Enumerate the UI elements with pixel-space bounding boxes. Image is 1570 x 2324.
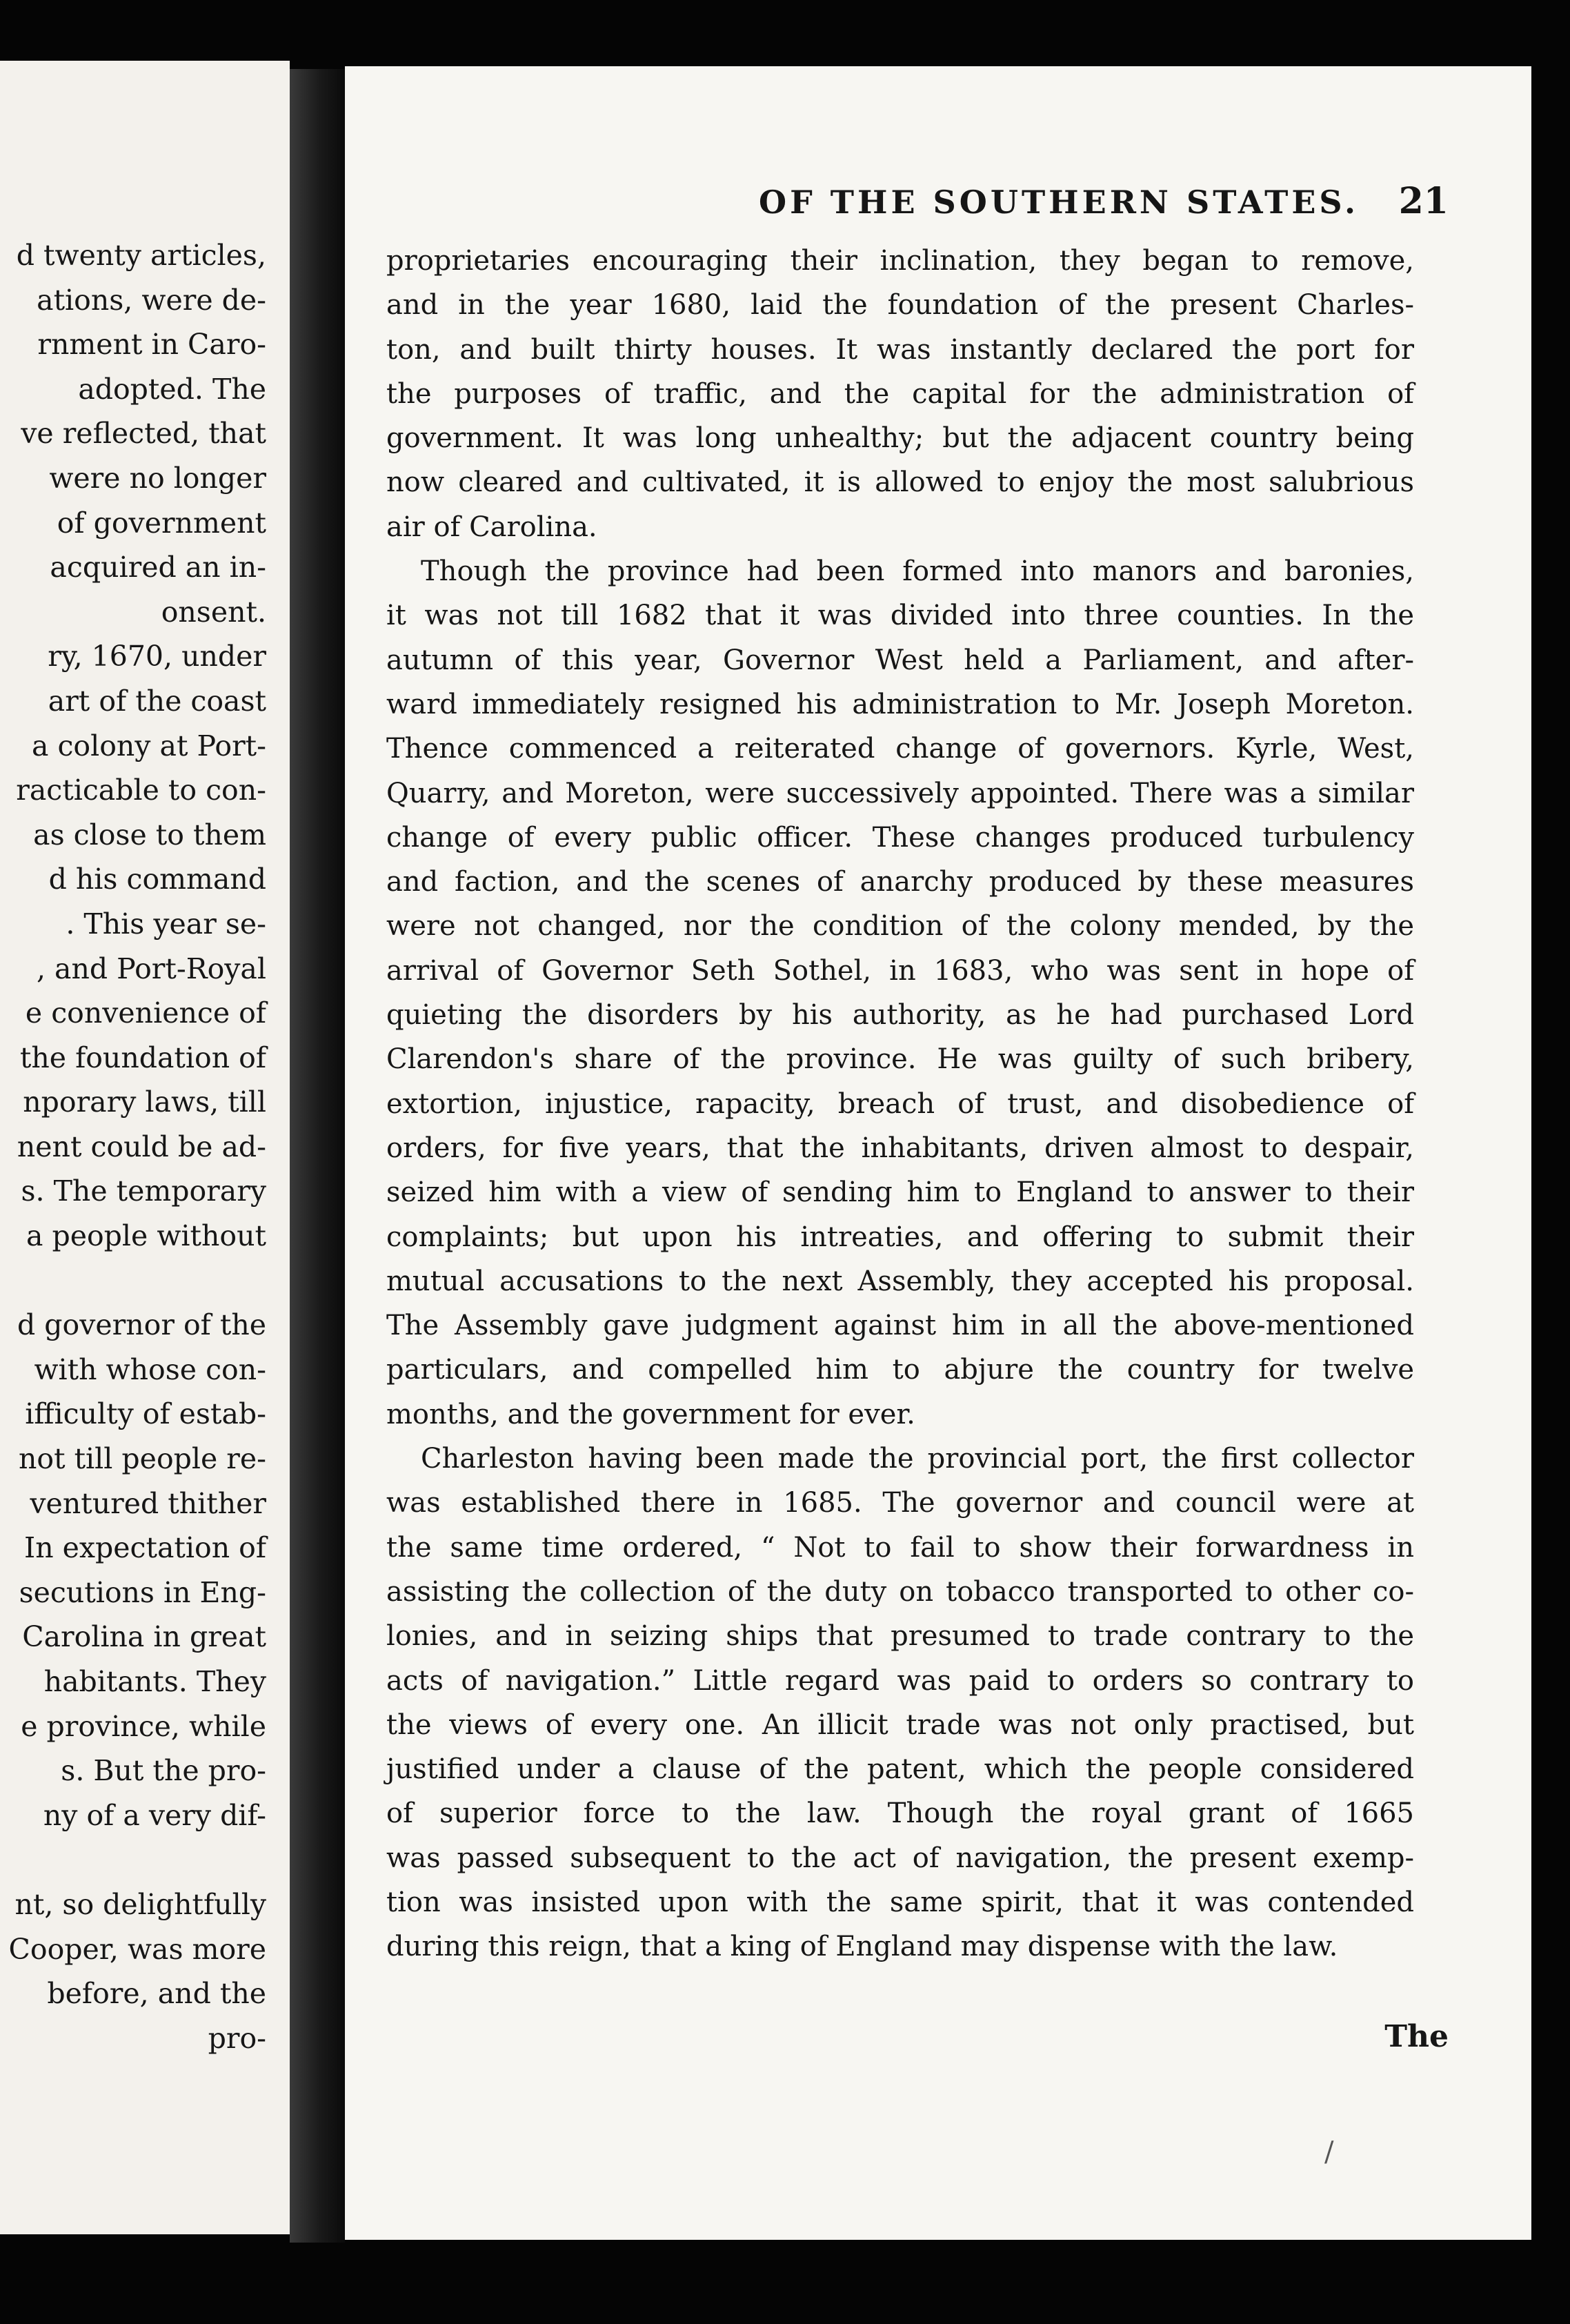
- left-page-line: nt, so delightfully: [14, 1887, 266, 1921]
- left-page-line: not till people re-: [18, 1442, 266, 1476]
- left-page-line: Carolina in great: [22, 1620, 266, 1654]
- text-line: and faction, and the scenes of anarchy produced by these measures: [386, 866, 1414, 898]
- text-line: justified under a clause of the patent, which the people considered: [386, 1753, 1414, 1786]
- left-page-line: , and Port-Royal: [36, 952, 266, 985]
- text-line: tion was insisted upon with the same spirit, that it was contended: [386, 1886, 1414, 1918]
- left-page-text: [0, 233, 266, 2060]
- text-line: now cleared and cultivated, it is allowed to enjoy the most salubrious: [386, 466, 1414, 499]
- left-page-line: e province, while: [21, 1709, 266, 1743]
- text-line: seized him with a view of sending him to England to answer to their: [386, 1176, 1414, 1209]
- text-line: was established there in 1685. The governor and council were at: [386, 1487, 1414, 1519]
- left-page-line: were no longer: [49, 461, 266, 495]
- right-page: [345, 66, 1531, 2240]
- text-line: the views of every one. An illicit trade was not only practised, but: [386, 1708, 1414, 1741]
- left-page-line: ations, were de-: [37, 283, 266, 317]
- catchword: The: [1384, 2019, 1449, 2054]
- text-line: Though the province had been formed into manors and baronies,: [421, 555, 1414, 588]
- text-line: proprietaries encouraging their inclination, they began to remove,: [386, 245, 1414, 277]
- left-page-line: as close to them: [33, 818, 266, 851]
- text-line: complaints; but upon his intreaties, and offering to submit their: [386, 1221, 1414, 1253]
- text-line: of superior force to the law. Though the royal grant of 1665: [386, 1798, 1414, 1830]
- paragraph: [386, 549, 1414, 1437]
- left-page-line: habitants. They: [43, 1665, 266, 1698]
- text-line: assisting the collection of the duty on tobacco transported to other co-: [386, 1575, 1414, 1608]
- left-page-line: acquired an in-: [50, 551, 266, 584]
- left-page-line: d twenty articles,: [16, 239, 266, 272]
- left-page-line: ry, 1670, under: [48, 640, 266, 673]
- text-line: the same time ordered, “ Not to fail to show their forwardness in: [386, 1531, 1414, 1564]
- text-line: Quarry, and Moreton, were successively appointed. There was a similar: [386, 777, 1414, 809]
- left-page-line: e convenience of: [25, 996, 266, 1030]
- text-line: autumn of this year, Governor West held a Parliament, and after-: [386, 644, 1414, 676]
- text-line: months, and the government for ever.: [386, 1398, 915, 1430]
- text-line: lonies, and in seizing ships that presumed to trade contrary to the: [386, 1620, 1414, 1653]
- left-page-line: a colony at Port-: [31, 729, 266, 762]
- left-page-line: d governor of the: [17, 1308, 266, 1342]
- body-text: [386, 239, 1414, 1969]
- text-line: government. It was long unhealthy; but the adjacent country being: [386, 422, 1414, 455]
- text-line: quieting the disorders by his authority, as he had purchased Lord: [386, 999, 1414, 1032]
- left-page-line: d his command: [48, 863, 266, 896]
- left-page: [0, 61, 290, 2234]
- left-page-line: ifficulty of estab-: [25, 1397, 266, 1431]
- paragraph: [386, 239, 1414, 549]
- left-page-line: . This year se-: [66, 907, 266, 941]
- text-line: extortion, injustice, rapacity, breach of trust, and disobedience of: [386, 1087, 1414, 1120]
- left-page-line: [0, 1259, 266, 1303]
- left-page-line: a people without: [26, 1219, 266, 1253]
- left-page-line: Cooper, was more: [8, 1932, 266, 1966]
- left-page-line: the foundation of: [19, 1041, 266, 1074]
- left-page-line: pro-: [208, 2021, 266, 2055]
- book-gutter: [290, 69, 345, 2243]
- left-page-line: s. The temporary: [21, 1174, 266, 1208]
- left-page-line: with whose con-: [34, 1352, 266, 1386]
- text-line: during this reign, that a king of England may dispense with the law.: [386, 1931, 1338, 1963]
- left-page-line: ve reflected, that: [21, 417, 266, 451]
- text-line: acts of navigation.” Little regard was paid to orders so contrary to: [386, 1664, 1414, 1697]
- text-line: Clarendon's share of the province. He was guilty of such bribery,: [386, 1043, 1414, 1076]
- text-line: ton, and built thirty houses. It was instantly declared the port for: [386, 333, 1414, 366]
- left-page-line: ventured thither: [30, 1486, 266, 1520]
- text-line: change of every public officer. These changes produced turbulency: [386, 821, 1414, 854]
- text-line: particulars, and compelled him to abjure the country for twelve: [386, 1354, 1414, 1386]
- text-line: mutual accusations to the next Assembly, they accepted his proposal.: [386, 1265, 1414, 1297]
- left-page-line: adopted. The: [78, 372, 266, 406]
- paragraph: [386, 1437, 1414, 1969]
- text-line: orders, for five years, that the inhabitants, driven almost to despair,: [386, 1132, 1414, 1164]
- left-page-line: In expectation of: [24, 1531, 266, 1565]
- text-line: and in the year 1680, laid the foundation of the present Charles-: [386, 289, 1414, 322]
- left-page-line: nporary laws, till: [23, 1085, 266, 1119]
- text-line: was passed subsequent to the act of navigation, the present exemp-: [386, 1842, 1414, 1874]
- left-page-line: [0, 1838, 266, 1882]
- page-number: 21: [1398, 180, 1449, 222]
- left-page-line: nent could be ad-: [17, 1130, 266, 1163]
- left-page-line: before, and the: [47, 1977, 266, 2011]
- left-page-line: art of the coast: [48, 684, 266, 718]
- left-page-line: onsent.: [161, 595, 266, 629]
- left-page-line: of government: [57, 506, 266, 540]
- left-page-line: ny of a very dif-: [43, 1798, 266, 1832]
- text-line: Charleston having been made the provincial port, the first collector: [421, 1443, 1414, 1475]
- text-line: it was not till 1682 that it was divided into three counties. In the: [386, 600, 1414, 632]
- pencil-mark: /: [1324, 2136, 1334, 2168]
- left-page-line: rnment in Caro-: [37, 328, 266, 362]
- text-line: the purposes of traffic, and the capital for the administration of: [386, 377, 1414, 410]
- left-page-line: secutions in Eng-: [19, 1575, 266, 1609]
- text-line: ward immediately resigned his administration to Mr. Joseph Moreton.: [386, 688, 1414, 720]
- text-line: arrival of Governor Seth Sothel, in 1683, who was sent in hope of: [386, 954, 1414, 987]
- text-line: The Assembly gave judgment against him in all the above-mentioned: [386, 1310, 1414, 1342]
- left-page-line: s. But the pro-: [61, 1754, 266, 1788]
- left-page-line: racticable to con-: [16, 774, 266, 807]
- text-line: were not changed, nor the condition of the colony mended, by the: [386, 910, 1414, 943]
- running-head: OF THE SOUTHERN STATES.: [759, 184, 1359, 221]
- text-line: Thence commenced a reiterated change of governors. Kyrle, West,: [386, 733, 1414, 765]
- text-line: air of Carolina.: [386, 511, 597, 543]
